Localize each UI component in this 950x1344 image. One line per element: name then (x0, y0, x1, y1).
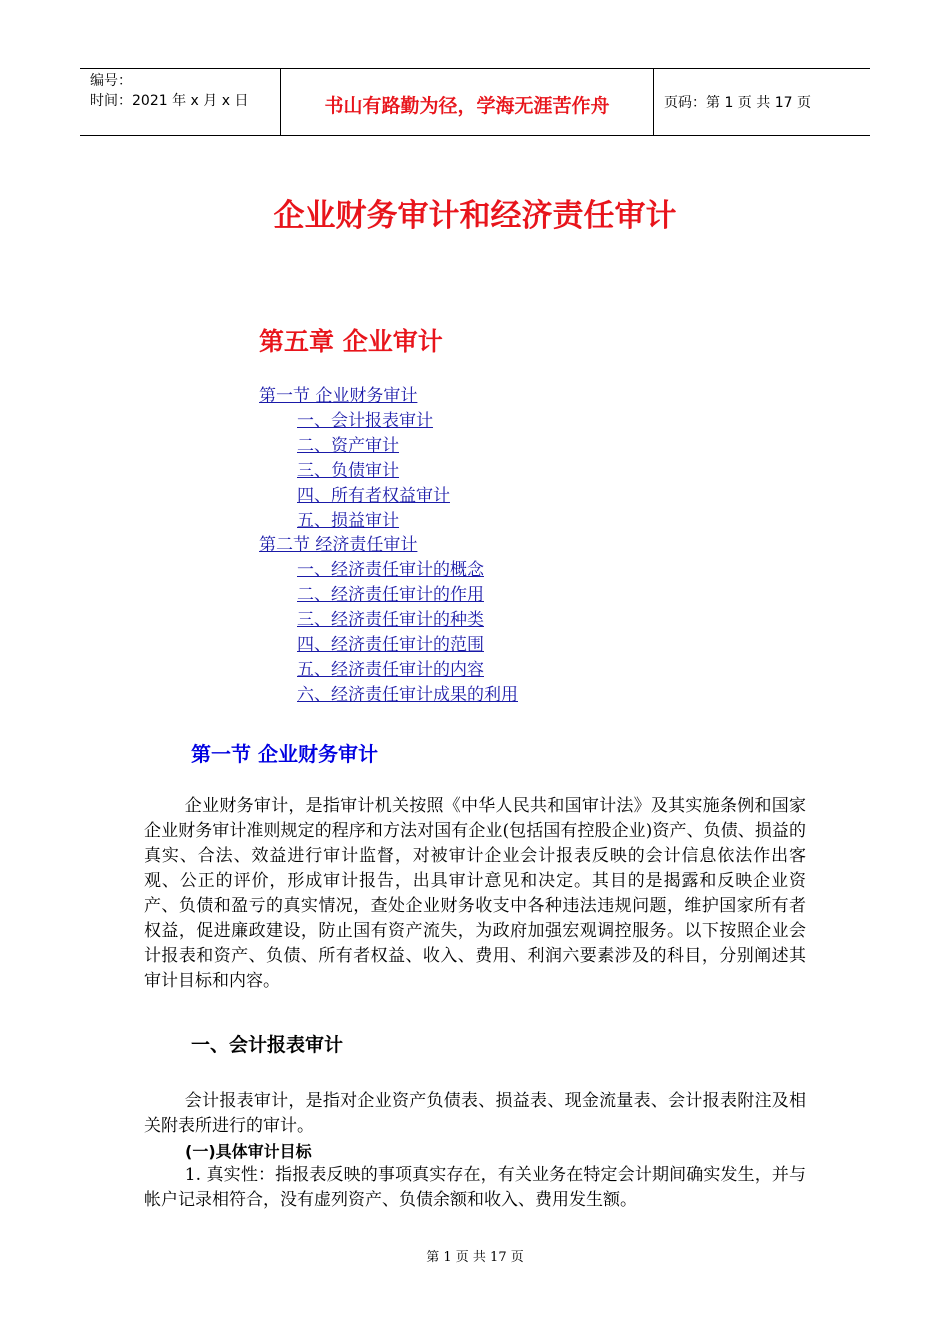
header-table (80, 68, 870, 136)
subsection-title: 一、会计报表审计 (191, 1034, 344, 1056)
toc-item-role[interactable]: 二、经济责任审计的作用 (297, 585, 484, 606)
item-1-paragraph: 1. 真实性：指报表反映的事项真实存在，有关业务在特定会计期间确实发生，并与帐户记录相符合，没有虚列资产、负债余额和收入、费用发生额。 (144, 1165, 806, 1210)
chapter-title: 第五章 企业审计 (259, 327, 443, 356)
page-footer: 第 1 页 共 17 页 (426, 1250, 524, 1265)
toc-item-scope[interactable]: 四、经济责任审计的范围 (297, 635, 484, 656)
header-page-cell (654, 69, 870, 135)
toc-item-content[interactable]: 五、经济责任审计的内容 (297, 659, 484, 680)
toc-item-profit-loss-audit[interactable]: 五、损益审计 (297, 510, 399, 531)
document-number-label: 编号： (90, 73, 132, 89)
toc-item-asset-audit[interactable]: 二、资产审计 (297, 435, 399, 456)
header-motto: 书山有路勤为径，学海无涯苦作舟 (324, 94, 610, 117)
toc-item-types[interactable]: 三、经济责任审计的种类 (297, 610, 484, 631)
sub-heading: (一)具体审计目标 (185, 1142, 312, 1161)
subsection-paragraph: 会计报表审计，是指对企业资产负债表、损益表、现金流量表、会计报表附注及相关附表所进行的审计。 (144, 1091, 806, 1136)
toc-section-2[interactable]: 第二节 经济责任审计 (259, 535, 418, 556)
section-title: 第一节 企业财务审计 (191, 742, 378, 766)
document-title: 企业财务审计和经济责任审计 (273, 198, 677, 234)
intro-paragraph: 企业财务审计，是指审计机关按照《中华人民共和国审计法》及其实施条例和国家企业财务审计准则规定的程序和方法对国有企业(包括国有控股企业)资产、负债、损益的真实、合法、效益进行审计监督，对被审计企业会计报表反映的会计信息依法作出客观、公正的评价，形成审计报告，出具审计意见和决定。其目的是揭露和反映企业资产、负债和盈亏的真实情况，查处企业财务收支中各种违法违规问题，维护国家所有者权益，促进廉政建设，防止国有资产流失，为政府加强宏观调控服务。以下按照企业会计报表和资产、负债、所有者权益、收入、费用、利润六要素涉及的科目，分别阐述其审计目标和内容。 (144, 796, 806, 991)
header-page-info: 页码：第 1 页 共 17 页 (664, 95, 811, 111)
header-meta-cell (80, 69, 281, 135)
toc-item-report-audit[interactable]: 一、会计报表审计 (297, 410, 433, 431)
header-motto-cell (281, 69, 654, 135)
table-of-contents (259, 384, 518, 708)
toc-item-equity-audit[interactable]: 四、所有者权益审计 (297, 485, 450, 506)
document-time-label: 时间：2021 年 x 月 x 日 (90, 93, 249, 109)
toc-item-liability-audit[interactable]: 三、负债审计 (297, 460, 399, 481)
toc-item-results-use[interactable]: 六、经济责任审计成果的利用 (297, 684, 518, 705)
toc-section-1[interactable]: 第一节 企业财务审计 (259, 386, 418, 406)
toc-item-concept[interactable]: 一、经济责任审计的概念 (297, 560, 484, 581)
